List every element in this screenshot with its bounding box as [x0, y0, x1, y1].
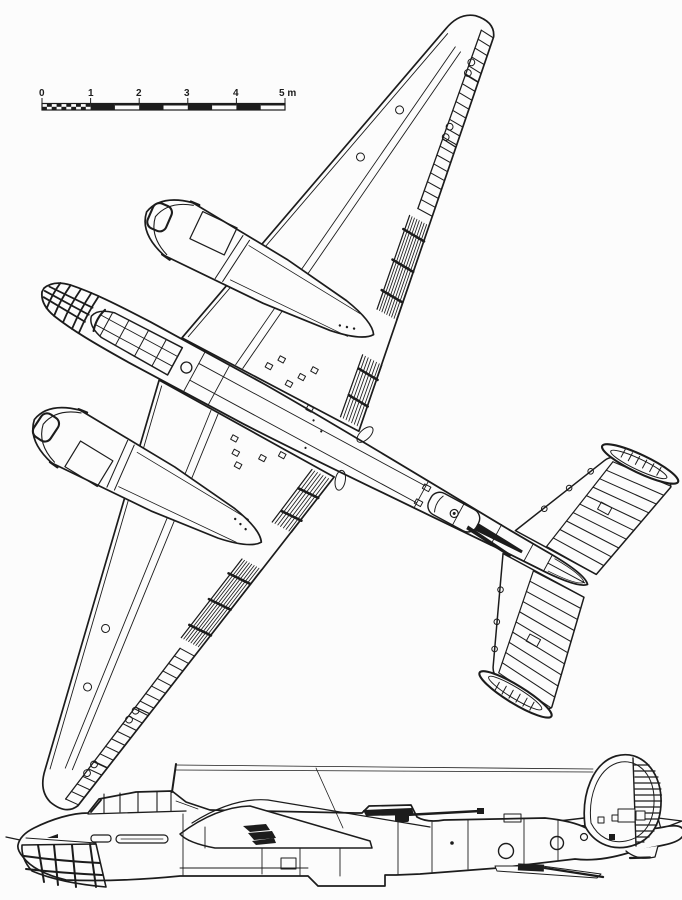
scale-label-0: 0 — [39, 88, 45, 99]
scale-bar-ticks — [42, 98, 285, 104]
scale-label-1: 1 — [88, 88, 94, 99]
side-ventral-gun — [495, 863, 603, 878]
side-rudder-horn-cutout — [618, 809, 635, 822]
side-nose-pitot — [6, 837, 20, 840]
side-view — [6, 755, 682, 887]
scale-bar — [39, 88, 296, 110]
scale-bar-cells — [42, 104, 285, 111]
scale-label-3: 3 — [184, 88, 190, 99]
scale-label-4: 4 — [233, 88, 239, 99]
scale-label-2: 2 — [136, 88, 142, 99]
scale-bar-labels — [39, 88, 296, 99]
side-fin — [584, 755, 661, 848]
side-rivet-dot — [450, 841, 454, 845]
side-dorsal-gun — [405, 811, 480, 815]
scale-label-5m: 5 m — [279, 88, 297, 99]
side-antenna-mast — [172, 764, 176, 792]
